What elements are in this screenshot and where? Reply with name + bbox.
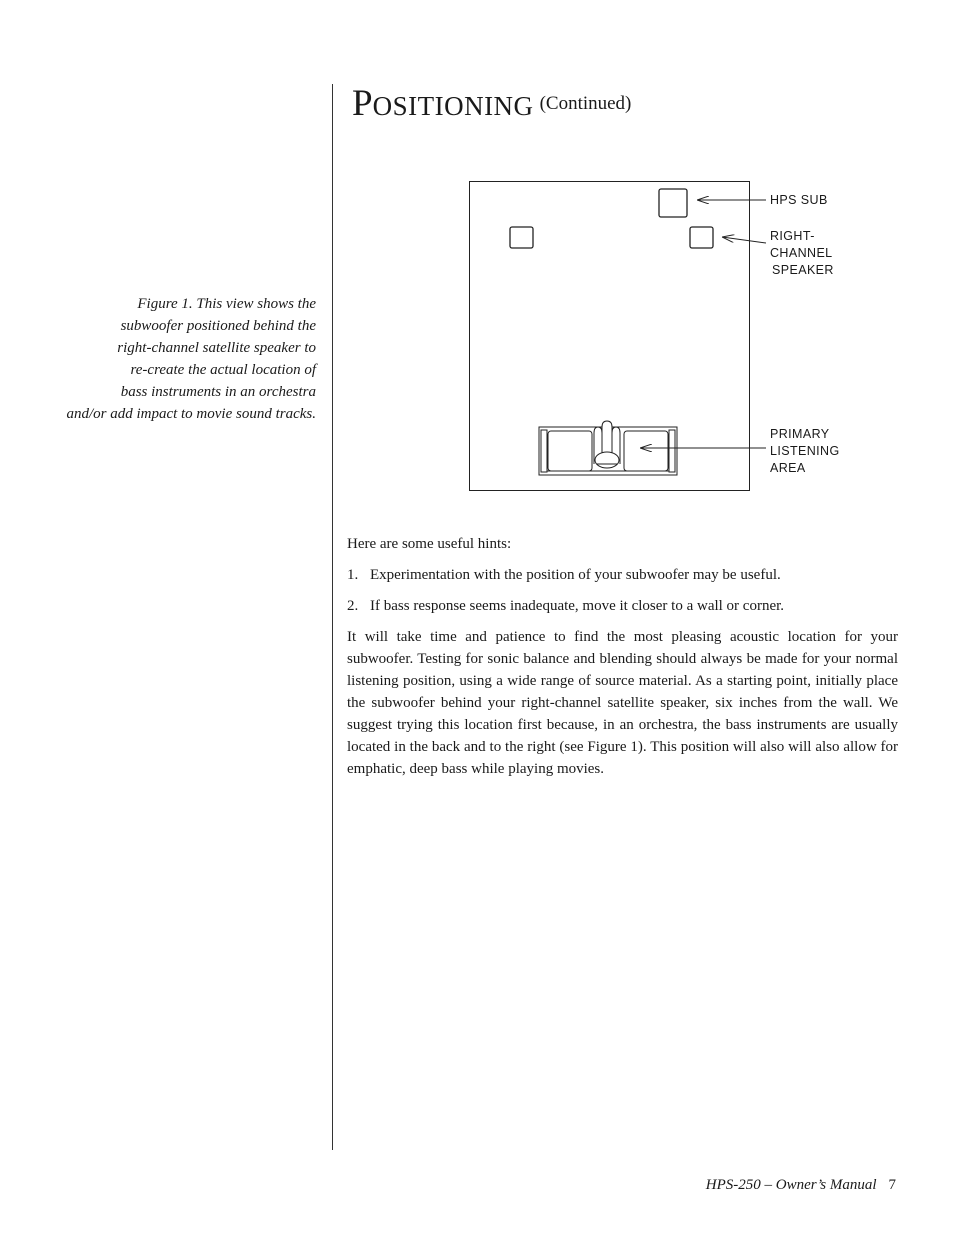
hint-text: Experimentation with the position of your subwoofer may be useful.: [370, 567, 781, 583]
caption-line: subwoofer positioned behind the: [120, 318, 316, 334]
body-text: [347, 533, 898, 780]
hint-number: 1.: [347, 567, 359, 583]
caption-line: bass instruments in an orchestra: [120, 384, 316, 400]
hints-intro: Here are some useful hints:: [347, 536, 512, 552]
page-title: [352, 82, 631, 126]
hps-sub-box: [659, 189, 687, 217]
page-footer: [706, 1177, 896, 1194]
right-speaker-box: [690, 227, 713, 248]
listening-area-label-line2: LISTENING: [770, 444, 840, 458]
room-diagram: [469, 181, 869, 501]
hint-item: [347, 564, 898, 586]
right-speaker-arrow: [722, 237, 766, 243]
right-channel-label-line3: SPEAKER: [772, 263, 834, 277]
body-paragraph: It will take time and patience to find the most pleasing acoustic location for your subwoofer. Testing for sonic balance and blending should always be made for your normal listening position, using a wide range of source material. As a starting point, initially place the subwoofer behind your right-channel satellite speaker, six inches from the wall. We suggest trying this location first because, in an orchestra, the bass instruments are usually located in the back and to the right (see Figure 1). This position will also will also allow for emphatic, deep bass while playing movies.: [347, 629, 898, 777]
caption-line: re-create the actual location of: [130, 362, 316, 378]
caption-line: and/or add impact to movie sound tracks.: [66, 406, 316, 422]
hint-item: [347, 595, 898, 617]
title-continued: (Continued): [539, 93, 632, 114]
right-channel-label-line1: RIGHT-: [770, 229, 815, 243]
left-speaker-box: [510, 227, 533, 248]
listening-area-label-line3: AREA: [770, 461, 806, 475]
column-divider: [332, 84, 333, 1150]
hps-sub-label: HPS SUB: [770, 193, 828, 207]
figure-caption: [36, 293, 316, 425]
hint-text: If bass response seems inadequate, move it closer to a wall or corner.: [370, 598, 785, 614]
caption-line: right-channel satellite speaker to: [117, 340, 316, 356]
hint-number: 2.: [347, 598, 359, 614]
page-number: 7: [888, 1177, 896, 1193]
listening-area-label-line1: PRIMARY: [770, 427, 830, 441]
title-rest: OSITIONING: [372, 91, 534, 121]
footer-manual-title: HPS-250 – Owner’s Manual: [705, 1177, 877, 1193]
title-initial: P: [352, 83, 373, 124]
caption-line: Figure 1. This view shows the: [137, 296, 316, 312]
right-channel-label-line2: CHANNEL: [770, 246, 833, 260]
